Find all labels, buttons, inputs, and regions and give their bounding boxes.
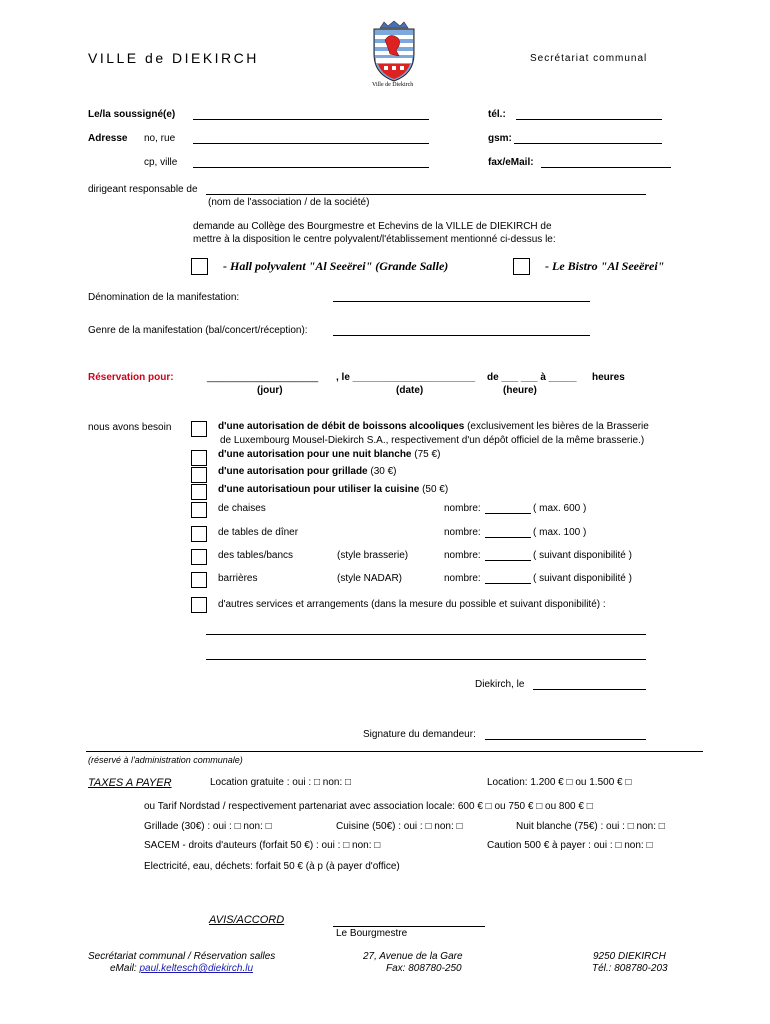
name-label: Le/la soussigné(e) <box>88 109 176 120</box>
barrieres-limit: ( suivant disponibilité ) <box>533 573 632 584</box>
place-date-field[interactable] <box>533 689 646 690</box>
tarif-nordstad[interactable]: ou Tarif Nordstad / respectivement partenariat avec association locale: 600 € □ ou 750 € □ ou 800 € □ <box>144 801 593 812</box>
fax-label: fax/eMail: <box>488 157 534 168</box>
reservation-label: Réservation pour: <box>88 372 174 383</box>
barrieres-nombre-field[interactable] <box>485 583 531 584</box>
reservation-day-field[interactable]: ____________________ <box>207 372 319 383</box>
nuit-checkbox[interactable] <box>191 450 207 466</box>
tables-bancs-nombre-field[interactable] <box>485 560 531 561</box>
chaises-checkbox[interactable] <box>191 502 207 518</box>
nuit-bold: d'une autorisation pour une nuit blanche <box>218 449 412 460</box>
hall-checkbox[interactable] <box>191 258 208 275</box>
barrieres-style: (style NADAR) <box>337 573 403 584</box>
other-services-label: d'autres services et arrangements (dans la mesure du possible et suivant disponibilité) : <box>218 599 606 610</box>
beverage-text <box>218 421 649 432</box>
nuit-text <box>218 449 440 460</box>
cuisine-bold: d'une autorisatioun pour utiliser la cuisine <box>218 484 420 495</box>
footer-email-label: eMail: <box>110 963 137 974</box>
cuisine-fee[interactable]: Cuisine (50€) : oui : □ non: □ <box>336 821 463 832</box>
header-secretariat: Secrétariat communal <box>530 53 648 64</box>
diekirch-coat-of-arms-icon <box>368 20 420 84</box>
admin-divider <box>86 751 703 752</box>
beverage-line-2: de Luxembourg Mousel-Diekirch S.A., respectivement d'un dépôt officiel de la même brasserie.) <box>220 435 645 446</box>
hall-label: - Hall polyvalent "Al Seeërei" (Grande Salle) <box>223 259 449 273</box>
tables-diner-checkbox[interactable] <box>191 526 207 542</box>
tables-diner-nombre-label: nombre: <box>444 527 481 538</box>
grill-rest: (30 €) <box>367 466 397 477</box>
event-name-field[interactable] <box>333 301 590 302</box>
city-field[interactable] <box>193 167 429 168</box>
signature-label: Signature du demandeur: <box>363 729 476 740</box>
grillade-fee[interactable]: Grillade (30€) : oui : □ non: □ <box>144 821 272 832</box>
footer-address: 27, Avenue de la Gare <box>363 951 463 962</box>
footer-fax: Fax: 808780-250 <box>386 963 462 974</box>
event-genre-field[interactable] <box>333 335 590 336</box>
nuit-rest: (75 €) <box>411 449 441 460</box>
bourgmestre-label: Le Bourgmestre <box>336 928 408 939</box>
tables-diner-label: de tables de dîner <box>218 527 299 538</box>
request-line-1: demande au Collège des Bourgmestre et Echevins de la VILLE de DIEKIRCH de <box>193 221 552 232</box>
tables-diner-limit: ( max. 100 ) <box>533 527 587 538</box>
barrieres-nombre-label: nombre: <box>444 573 481 584</box>
request-line-2: mettre à la disposition le centre polyvalent/l'établissement mentionné ci-dessus le: <box>193 234 556 245</box>
taxes-title: TAXES A PAYER <box>88 777 172 789</box>
chaises-limit: ( max. 600 ) <box>533 503 587 514</box>
org-field[interactable] <box>206 194 646 195</box>
tables-bancs-limit: ( suivant disponibilité ) <box>533 550 632 561</box>
event-genre-label: Genre de la manifestation (bal/concert/réception): <box>88 325 308 336</box>
org-label: dirigeant responsable de <box>88 184 198 195</box>
cuisine-rest: (50 €) <box>419 484 449 495</box>
other-services-line-2[interactable] <box>206 659 646 660</box>
street-field[interactable] <box>193 143 429 144</box>
street-label: no, rue <box>144 133 176 144</box>
needs-label: nous avons besoin <box>88 422 172 433</box>
barrieres-label: barrières <box>218 573 258 584</box>
footer-email-line <box>110 963 253 974</box>
gsm-field[interactable] <box>514 143 662 144</box>
grill-checkbox[interactable] <box>191 467 207 483</box>
bistro-label: - Le Bistro "Al Seeërei" <box>545 259 665 273</box>
jour-hint: (jour) <box>257 385 283 396</box>
event-name-label: Dénomination de la manifestation: <box>88 292 240 303</box>
grill-text <box>218 466 397 477</box>
crest-caption: Ville de Diekirch <box>372 82 414 88</box>
bourgmestre-signature-line[interactable] <box>333 926 485 927</box>
city-label: cp, ville <box>144 157 178 168</box>
address-label: Adresse <box>88 133 128 144</box>
nuit-blanche-fee[interactable]: Nuit blanche (75€) : oui : □ non: □ <box>516 821 665 832</box>
sacem-fee[interactable]: SACEM - droits d'auteurs (forfait 50 €) : oui : □ non: □ <box>144 840 381 851</box>
heures-label: heures <box>592 372 625 383</box>
tel-field[interactable] <box>516 119 662 120</box>
beverage-bold: d'une autorisation de débit de boissons alcooliques <box>218 421 465 432</box>
caution-fee[interactable]: Caution 500 € à payer : oui : □ non: □ <box>487 840 653 851</box>
electricite-fee: Electricité, eau, déchets: forfait 50 € (à p (à payer d'office) <box>144 861 400 872</box>
admin-reserved: (réservé à l'administration communale) <box>88 755 243 765</box>
footer-email-link[interactable]: paul.keltesch@diekirch.lu <box>139 963 254 974</box>
bistro-checkbox[interactable] <box>513 258 530 275</box>
tables-bancs-checkbox[interactable] <box>191 549 207 565</box>
other-services-line-1[interactable] <box>206 634 646 635</box>
footer-tel: Tél.: 808780-203 <box>592 963 668 974</box>
heure-hint: (heure) <box>503 385 537 396</box>
cuisine-checkbox[interactable] <box>191 484 207 500</box>
grill-bold: d'une autorisation pour grillade <box>218 466 368 477</box>
header-title: VILLE de DIEKIRCH <box>88 50 259 66</box>
reservation-time-field[interactable]: de ___ ___ à _____ <box>487 372 577 383</box>
tel-label: tél.: <box>488 109 506 120</box>
chaises-nombre-label: nombre: <box>444 503 481 514</box>
name-field[interactable] <box>193 119 429 120</box>
reservation-date-field[interactable]: , le ______________________ <box>336 372 476 383</box>
other-services-checkbox[interactable] <box>191 597 207 613</box>
footer-postcode: 9250 DIEKIRCH <box>593 951 666 962</box>
location-free[interactable]: Location gratuite : oui : □ non: □ <box>210 777 352 788</box>
tables-bancs-nombre-label: nombre: <box>444 550 481 561</box>
fax-field[interactable] <box>541 167 671 168</box>
tables-bancs-label: des tables/bancs <box>218 550 294 561</box>
chaises-nombre-field[interactable] <box>485 513 531 514</box>
barrieres-checkbox[interactable] <box>191 572 207 588</box>
avis-accord: AVIS/ACCORD <box>209 914 285 926</box>
location-paid[interactable]: Location: 1.200 € □ ou 1.500 € □ <box>487 777 632 788</box>
tables-diner-nombre-field[interactable] <box>485 537 531 538</box>
beverage-rest: (exclusivement les bières de la Brasserie <box>464 421 649 432</box>
signature-field[interactable] <box>485 739 646 740</box>
date-hint: (date) <box>396 385 424 396</box>
beverage-checkbox[interactable] <box>191 421 207 437</box>
tables-bancs-style: (style brasserie) <box>337 550 409 561</box>
cuisine-text <box>218 484 448 495</box>
chaises-label: de chaises <box>218 503 266 514</box>
gsm-label: gsm: <box>488 133 512 144</box>
place-date-label: Diekirch, le <box>475 679 525 690</box>
org-hint: (nom de l'association / de la société) <box>208 197 370 208</box>
footer-secretariat: Secrétariat communal / Réservation salles <box>88 951 276 962</box>
